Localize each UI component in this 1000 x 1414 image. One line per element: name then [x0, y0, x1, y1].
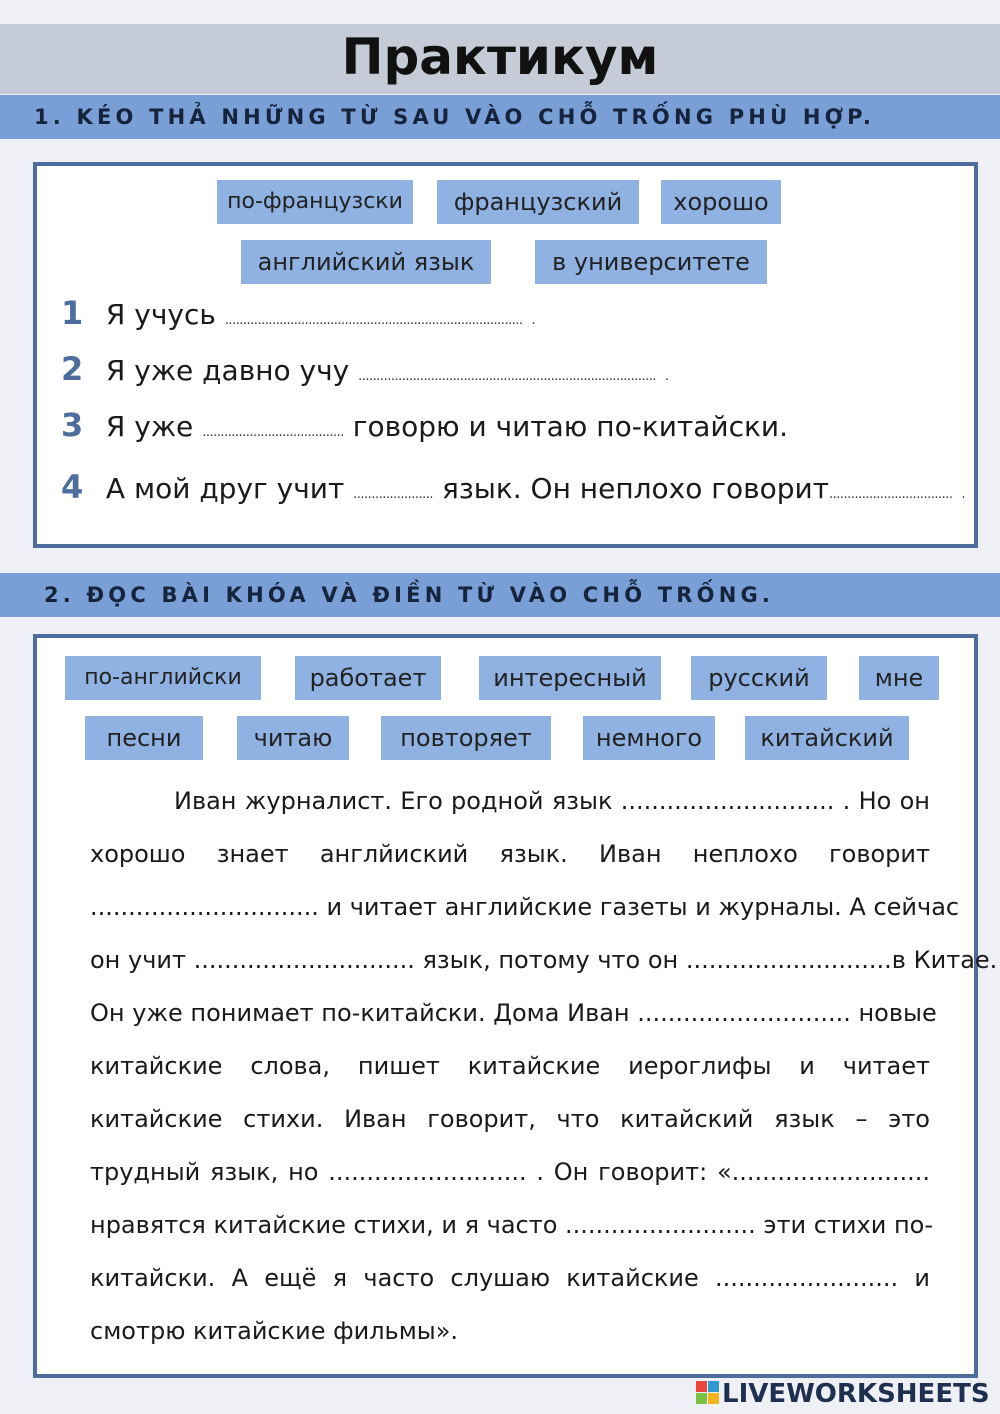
word-chip[interactable]: читаю: [237, 716, 349, 760]
blank-field[interactable]: .......................................: [202, 425, 344, 440]
reading-text-line: китайские слова, пишет китайские иероглифы и читает: [90, 1052, 930, 1080]
section1-heading: 1. KÉO THẢ NHỮNG TỪ SAU VÀO CHỖ TRỐNG PHÙ HỢP.: [0, 95, 1000, 139]
word-chip[interactable]: в университете: [535, 240, 767, 284]
blank-field[interactable]: ..................................................................................: [224, 313, 523, 328]
exercise-sentence: [61, 468, 965, 506]
word-chip[interactable]: работает: [295, 656, 441, 700]
sentence-number: 2: [61, 350, 84, 388]
sentence-number: 1: [61, 294, 84, 332]
footer-brand-text: LIVEWORKSHEETS: [722, 1379, 990, 1409]
word-chip[interactable]: песни: [85, 716, 203, 760]
liveworksheets-logo-icon: [696, 1381, 720, 1405]
word-chip[interactable]: русский: [691, 656, 827, 700]
reading-text-line: нравятся китайские стихи, и я часто ......................... эти стихи по-: [90, 1211, 933, 1239]
sentence-text: язык. Он неплохо говорит: [441, 472, 830, 505]
reading-text-line: Он уже понимает по-китайски. Дома Иван ............................ новые: [90, 999, 937, 1027]
exercise-sentence: [61, 294, 535, 332]
footer-brand[interactable]: [696, 1378, 990, 1410]
word-chip[interactable]: по-английски: [65, 656, 261, 700]
reading-text-line: .............................. и читает английские газеты и журналы. А сейчас: [90, 893, 960, 921]
reading-text-line: хорошо знает англйиский язык. Иван неплохо говорит: [90, 840, 930, 868]
word-chip[interactable]: мне: [859, 656, 939, 700]
sentence-text: говорю и читаю по-китайски.: [352, 410, 788, 443]
sentence-end: .: [961, 487, 966, 502]
sentence-number: 3: [61, 406, 84, 444]
word-chip[interactable]: французский: [437, 180, 639, 224]
exercise-sentence: [61, 350, 669, 388]
sentence-end: .: [664, 369, 669, 384]
sentence-text: Я уже: [105, 410, 194, 443]
word-chip[interactable]: английский язык: [241, 240, 491, 284]
blank-field[interactable]: ..................................................................................: [358, 369, 656, 384]
reading-text-line: Иван журналист. Его родной язык ............................ . Но он: [174, 787, 930, 815]
blank-field[interactable]: ......................: [353, 487, 434, 502]
reading-text-line: китайские стихи. Иван говорит, что китайский язык – это: [90, 1105, 930, 1133]
sentence-text: Я уже давно учу: [105, 354, 350, 387]
exercise-sentence: [61, 406, 788, 444]
section2-heading: 2. ĐỌC BÀI KHÓA VÀ ĐIỀN TỪ VÀO CHỖ TRỐNG.: [0, 573, 1000, 617]
reading-text-line: трудный язык, но .......................... . Он говорит: «..........................: [90, 1158, 930, 1186]
sentence-number: 4: [61, 468, 84, 506]
sentence-end: .: [531, 313, 536, 328]
word-chip[interactable]: китайский: [745, 716, 909, 760]
blank-field[interactable]: ..................................: [829, 487, 953, 502]
word-chip[interactable]: хорошо: [661, 180, 781, 224]
word-chip[interactable]: повторяет: [381, 716, 551, 760]
page-title: Практикум: [341, 28, 659, 86]
word-chip[interactable]: интересный: [479, 656, 661, 700]
reading-text-line: смотрю китайские фильмы».: [90, 1317, 459, 1345]
word-chip[interactable]: немного: [583, 716, 715, 760]
reading-text-line: китайски. А ещё я часто слушаю китайские ........................ и: [90, 1264, 930, 1292]
word-chip[interactable]: по-французски: [217, 180, 413, 224]
sentence-text: А мой друг учит: [105, 472, 345, 505]
section1-panel: [33, 162, 978, 548]
sentence-text: Я учусь: [105, 298, 216, 331]
reading-text-line: он учит ............................. язык, потому что он ...........................в Китае.: [90, 946, 998, 974]
